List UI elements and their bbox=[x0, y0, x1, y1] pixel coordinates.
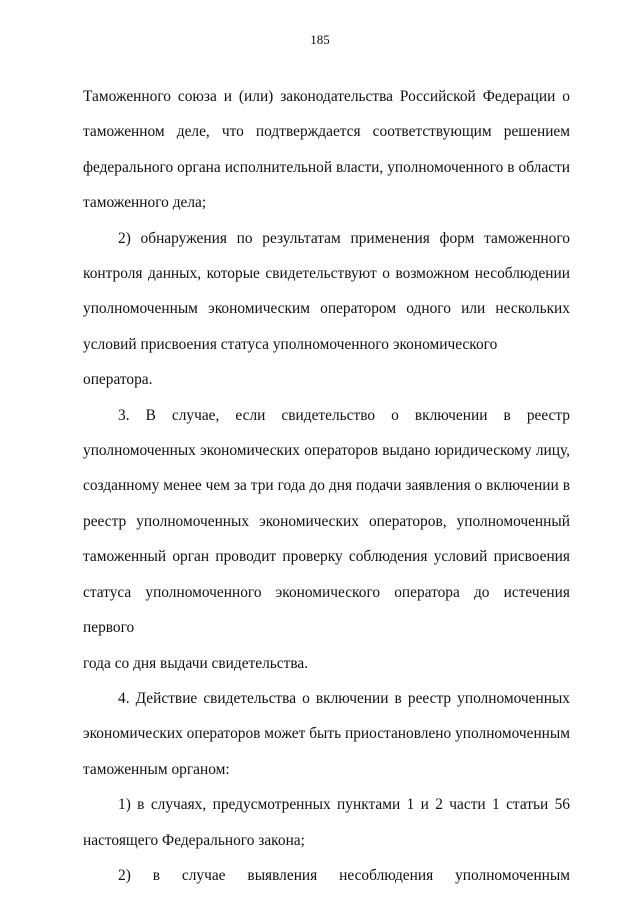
paragraph-section-3 bbox=[83, 398, 570, 681]
text-line: экономических операторов может быть приостановлено уполномоченным bbox=[83, 725, 570, 743]
text-line: уполномоченных экономических операторов выдано юридическому лицу, bbox=[83, 442, 570, 460]
text-line: Таможенного союза и (или) законодательства Российской Федерации о bbox=[83, 88, 570, 105]
document-body bbox=[83, 79, 570, 893]
text-line: таможенного дела; bbox=[83, 194, 207, 212]
paragraph-item-2 bbox=[83, 221, 570, 398]
text-line: уполномоченным экономическим оператором одного или нескольких bbox=[83, 300, 570, 318]
text-line: года со дня выдачи свидетельства. bbox=[83, 654, 309, 672]
paragraph-subitem-2 bbox=[83, 858, 570, 893]
text-line: 4. Действие свидетельства о включении в реестр уполномоченных bbox=[118, 689, 570, 707]
text-line: созданному менее чем за три года до дня подачи заявления о включении в bbox=[83, 477, 570, 495]
text-line: реестр уполномоченных экономических операторов, уполномоченный bbox=[83, 512, 570, 530]
text-line: таможенный орган проводит проверку соблюдения условий присвоения bbox=[83, 548, 570, 566]
paragraph-subitem-1 bbox=[83, 787, 570, 858]
paragraph-continuation bbox=[83, 79, 570, 221]
text-line: статуса уполномоченного экономического оператора до истечения первого bbox=[83, 583, 570, 637]
text-line: федерального органа исполнительной власти, уполномоченного в области bbox=[83, 158, 570, 176]
text-line: 2) в случае выявления несоблюдения уполномоченным bbox=[118, 866, 570, 884]
text-line: таможенным органом: bbox=[83, 760, 230, 778]
text-line: 1) в случаях, предусмотренных пунктами 1 и 2 части 1 статьи 56 bbox=[118, 796, 570, 814]
text-line: контроля данных, которые свидетельствуют о возможном несоблюдении bbox=[83, 265, 570, 283]
text-line: условий присвоения статуса уполномоченного экономического оператора. bbox=[83, 335, 498, 389]
page-number: 185 bbox=[310, 32, 330, 47]
text-line: настоящего Федерального закона; bbox=[83, 831, 305, 849]
text-line: таможенном деле, что подтверждается соответствующим решением bbox=[83, 123, 570, 141]
text-line: 2) обнаружения по результатам применения форм таможенного bbox=[118, 229, 570, 247]
paragraph-section-4 bbox=[83, 681, 570, 787]
text-line: 3. В случае, если свидетельство о включении в реестр bbox=[118, 406, 570, 424]
